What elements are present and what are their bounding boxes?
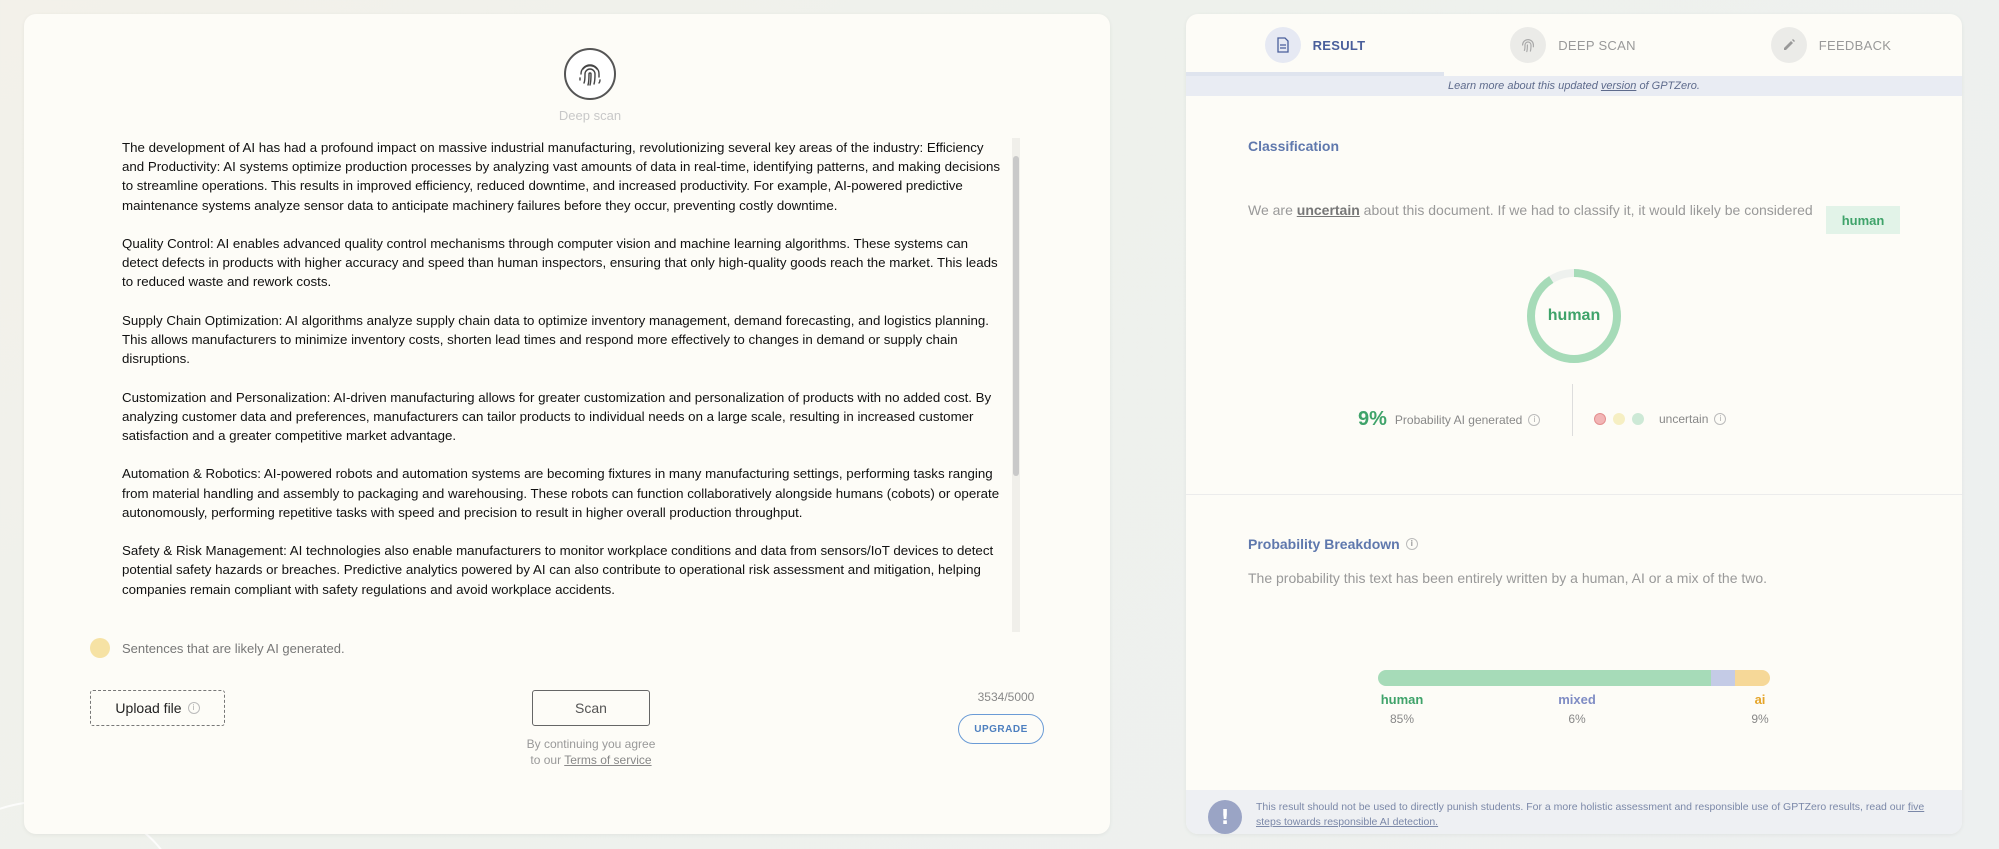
confidence-label: uncertain — [1659, 412, 1709, 426]
classification-text-pre: We are — [1248, 202, 1293, 218]
scrollbar-thumb[interactable] — [1013, 156, 1019, 476]
breakdown-label-mixed: mixed — [1558, 692, 1596, 707]
tab-feedback-label: FEEDBACK — [1818, 37, 1892, 53]
probability-breakdown-header — [1248, 536, 1418, 552]
breakdown-value-ai: 9% — [1751, 712, 1769, 726]
ai-highlight-swatch — [90, 638, 110, 658]
pencil-icon — [1771, 27, 1807, 63]
tab-deep-scan[interactable] — [1444, 14, 1702, 76]
bar-segment-ai — [1735, 670, 1770, 686]
info-icon[interactable]: i — [188, 702, 200, 714]
agree-line2: to our — [530, 753, 562, 767]
scrollbar[interactable] — [1012, 138, 1020, 632]
uncertain-link[interactable]: uncertain — [1296, 202, 1360, 218]
ai-probability-label: Probability AI generated — [1394, 412, 1523, 427]
notice-text-pre: This result should not be used to directly punish students. For a more holistic assessment and responsible use of GPTZero results, read our — [1256, 801, 1905, 813]
upgrade-button[interactable]: UPGRADE — [958, 714, 1044, 744]
document-panel — [24, 14, 1110, 834]
scan-button[interactable]: Scan — [532, 690, 650, 726]
deep-scan-label: Deep scan — [558, 108, 622, 123]
agree-line1: By continuing you agree — [526, 737, 656, 751]
confidence-indicator — [1594, 412, 1726, 426]
upload-file-label: Upload file — [115, 700, 182, 716]
paragraph: The development of AI has had a profound impact on massive industrial manufacturing, revolutionizing several key areas of the industry: Efficiency and Productivity: AI systems optimize production processes by analyzing vast amounts of data in real-time, identifying patterns, and making decisions to streamline operations. This results in improved efficiency, reduced downtime, and increased productivity. For example, AI-powered predictive maintenance systems analyze sensor data to anticipate machinery failures before they occur, preventing costly downtime. — [122, 140, 1001, 213]
upload-file-button[interactable] — [90, 690, 225, 726]
info-icon[interactable]: i — [1406, 538, 1418, 550]
fingerprint-icon — [1510, 27, 1546, 63]
ai-probability-value: 9% — [1358, 408, 1387, 430]
confidence-dot-low — [1594, 413, 1606, 425]
divider — [1572, 384, 1573, 436]
bar-segment-human — [1378, 670, 1711, 686]
breakdown-value-mixed: 6% — [1568, 712, 1586, 726]
probability-breakdown-title: Probability Breakdown — [1248, 536, 1400, 552]
breakdown-label-ai: ai — [1754, 692, 1766, 707]
donut-label: human — [1547, 307, 1601, 324]
paragraph: Quality Control: AI enables advanced quality control mechanisms through computer vision and machine learning algorithms. These systems can detect defects in products with higher accuracy and speed than human inspectors, ensuring that only high-quality goods reach the market. This leads to reduced waste and rework costs. — [122, 236, 998, 290]
responsible-ai-link[interactable]: five steps towards responsible AI detection. — [1256, 801, 1925, 828]
warning-icon: ! — [1208, 800, 1242, 834]
tab-feedback[interactable] — [1702, 14, 1960, 76]
legend-text: Sentences that are likely AI generated. — [122, 640, 345, 656]
character-count: 3534/5000 — [977, 690, 1035, 704]
breakdown-value-human: 85% — [1389, 712, 1415, 726]
version-banner — [1186, 76, 1962, 96]
confidence-dot-medium — [1613, 413, 1625, 425]
info-icon[interactable]: i — [1714, 413, 1726, 425]
bar-segment-mixed — [1711, 670, 1735, 686]
terms-of-service-link[interactable]: Terms of service — [564, 753, 652, 767]
paragraph: Supply Chain Optimization: AI algorithms analyze supply chain data to optimize inventory management, demand forecasting, and logistics planning. This allows manufacturers to minimize inventory costs, shorten lead times and respond more effectively to changes in demand or supply chain disruptions. — [122, 312, 989, 367]
deep-scan-header — [540, 48, 640, 123]
probability-bar — [1378, 670, 1770, 686]
banner-post: of GPTZero. — [1639, 80, 1700, 92]
paragraph: Safety & Risk Management: AI technologies also enable manufacturers to monitor workplace conditions and data from sensors/IoT devices to detect potential safety hazards or breaches. Predictive analytics powered by AI can also contribute to operational risk assessment and mitigation, helping companies remain compliant with safety regulations and avoid workplace accidents. — [122, 543, 994, 597]
fingerprint-icon[interactable] — [564, 48, 616, 100]
results-panel — [1186, 14, 1962, 834]
classification-text — [1248, 200, 1848, 221]
document-text-area[interactable] — [122, 138, 1034, 632]
notice-text — [1256, 800, 1946, 830]
tab-result-label: RESULT — [1312, 37, 1366, 53]
version-link[interactable]: version — [1600, 80, 1637, 92]
banner-pre: Learn more about this updated — [1448, 80, 1598, 92]
ai-probability — [1358, 408, 1540, 431]
responsible-use-notice — [1186, 790, 1962, 834]
tab-result[interactable] — [1186, 14, 1444, 76]
confidence-dot-high — [1632, 413, 1644, 425]
paragraph: Automation & Robotics: AI-powered robots and automation systems are becoming fixtures in many manufacturing settings, performing tasks ranging from material handling and assembly to packaging and warehousing. These robots can function collaboratively alongside humans (cobots) or operate autonomously, performing repetitive tasks with speed and precision to result in higher overall production throughput. — [122, 466, 1000, 520]
breakdown-description: The probability this text has been entirely written by a human, AI or a mix of the two. — [1248, 570, 1768, 586]
document-text[interactable] — [122, 138, 1002, 599]
classification-title: Classification — [1248, 138, 1340, 154]
classification-badge: human — [1826, 206, 1900, 234]
tab-deep-scan-label: DEEP SCAN — [1558, 37, 1636, 53]
info-icon[interactable]: i — [1528, 414, 1540, 426]
breakdown-label-human: human — [1380, 692, 1424, 707]
document-icon — [1265, 27, 1301, 63]
terms-notice — [494, 736, 688, 768]
section-divider — [1186, 494, 1962, 495]
classification-text-post: about this document. If we had to classify it, it would likely be considered — [1363, 202, 1813, 218]
result-tabs — [1186, 14, 1962, 76]
paragraph: Customization and Personalization: AI-driven manufacturing allows for greater customization and personalization of products with no added cost. By analyzing customer data and preferences, manufacturers can tailor products to individual needs on a large scale, resulting in increased customer satisfaction and a greater competitive market advantage. — [122, 389, 992, 443]
ai-legend — [90, 638, 345, 658]
